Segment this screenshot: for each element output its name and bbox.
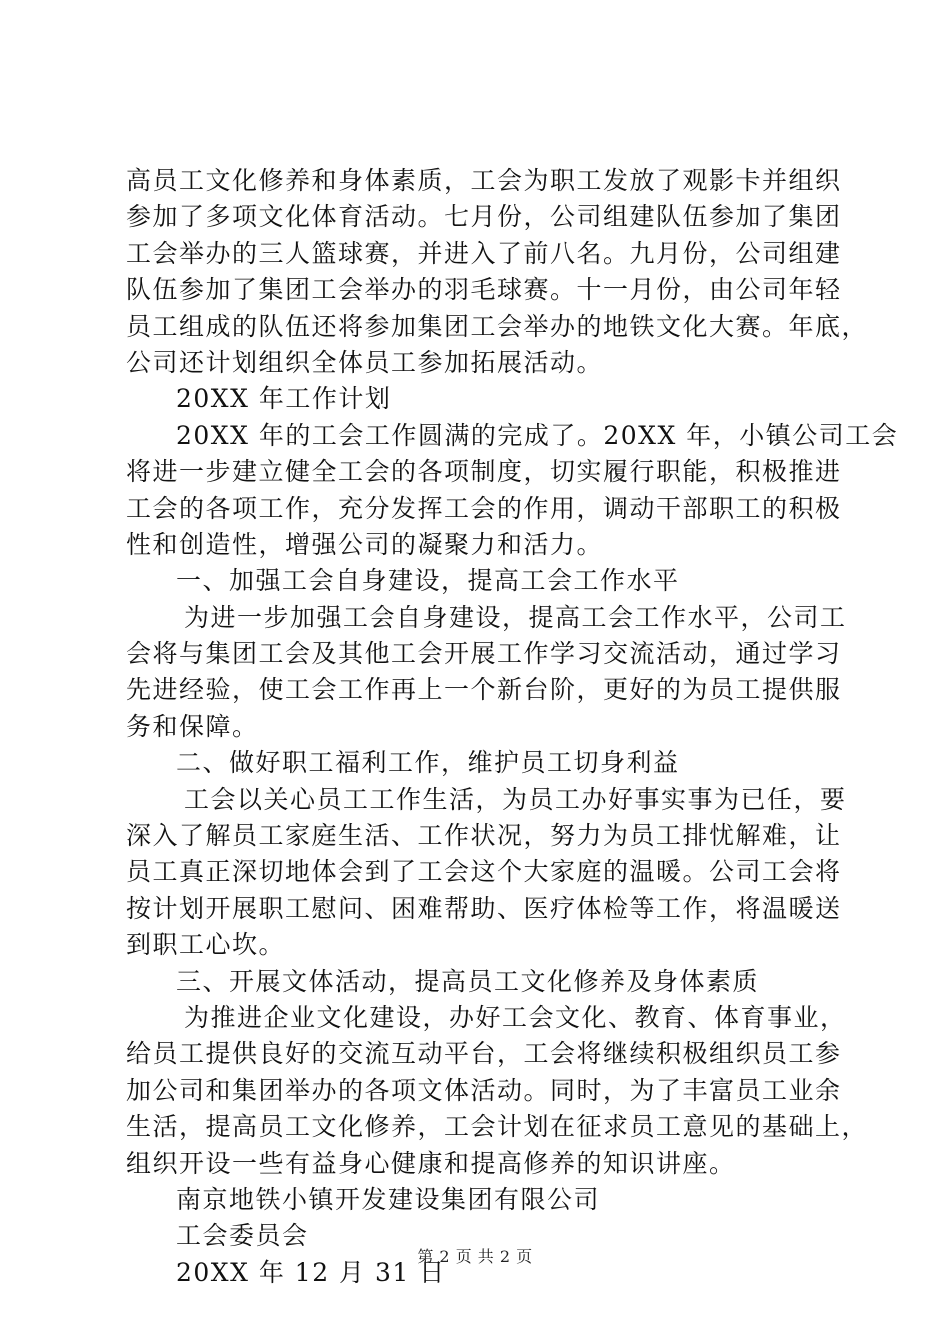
page-number-label: 第 2 页 共 2 页 <box>417 1247 533 1266</box>
paragraph-line: 20XX 年的工会工作圆满的完成了。20XX 年，小镇公司工会 <box>176 420 899 450</box>
paragraph-line: 为进一步加强工会自身建设，提高工会工作水平，公司工 <box>184 602 847 632</box>
paragraph-line: 高员工文化修养和身体素质，工会为职工发放了观影卡并组织 <box>126 166 842 195</box>
paragraph-line: 会将与集团工会及其他工会开展工作学习交流活动，通过学习 <box>126 639 842 669</box>
section-heading-2: 二、做好职工福利工作，维护员工切身利益 <box>176 748 680 778</box>
paragraph-line: 公司还计划组织全体员工参加拓展活动。 <box>126 347 604 377</box>
paragraph-line: 参加了多项文化体育活动。七月份，公司组建队伍参加了集团 <box>126 202 842 232</box>
paragraph-line: 将进一步建立健全工会的各项制度，切实履行职能，积极推进 <box>126 457 842 487</box>
paragraph-line: 给员工提供良好的交流互动平台，工会将继续积极组织员工参 <box>126 1039 842 1069</box>
paragraph-line: 组织开设一些有益身心健康和提高修养的知识讲座。 <box>126 1148 736 1178</box>
paragraph-line: 先进经验，使工会工作再上一个新台阶，更好的为员工提供服 <box>126 675 842 705</box>
paragraph-line: 工会以关心员工工作生活，为员工办好事实事为已任，要 <box>184 784 847 814</box>
paragraph-line: 按计划开展职工慰问、困难帮助、医疗体检等工作，将温暖送 <box>126 893 842 923</box>
page-footer <box>0 1244 950 1267</box>
document-body <box>126 163 899 1291</box>
section-heading-3: 三、开展文体活动，提高员工文化修养及身体素质 <box>176 966 760 996</box>
signature-organization: 南京地铁小镇开发建设集团有限公司 <box>176 1184 601 1214</box>
paragraph-line: 到职工心坎。 <box>126 930 286 960</box>
section-heading-plan: 20XX 年工作计划 <box>176 384 392 414</box>
signature-committee: 工会委员会 <box>176 1221 309 1251</box>
paragraph-line: 工会举办的三人篮球赛，并进入了前八名。九月份，公司组建 <box>126 238 842 268</box>
paragraph-line: 员工组成的队伍还将参加集团工会举办的地铁文化大赛。年底， <box>126 311 869 341</box>
paragraph-line: 为推进企业文化建设，办好工会文化、教育、体育事业， <box>184 1002 847 1032</box>
signature-date: 20XX 年 12 月 31 日 <box>176 1257 446 1287</box>
paragraph-line: 员工真正深切地体会到了工会这个大家庭的温暖。公司工会将 <box>126 857 842 887</box>
paragraph-line: 队伍参加了集团工会举办的羽毛球赛。十一月份，由公司年轻 <box>126 275 842 305</box>
paragraph-line: 生活，提高员工文化修养，工会计划在征求员工意见的基础上， <box>126 1112 869 1142</box>
paragraph-line: 工会的各项工作，充分发挥工会的作用，调动干部职工的积极 <box>126 493 842 523</box>
paragraph-line: 性和创造性，增强公司的凝聚力和活力。 <box>126 529 604 559</box>
paragraph-line: 加公司和集团举办的各项文体活动。同时，为了丰富员工业余 <box>126 1075 842 1105</box>
paragraph-line: 深入了解员工家庭生活、工作状况，努力为员工排忧解难，让 <box>126 821 842 851</box>
paragraph-line: 务和保障。 <box>126 711 259 741</box>
section-heading-1: 一、加强工会自身建设，提高工会工作水平 <box>176 566 680 596</box>
